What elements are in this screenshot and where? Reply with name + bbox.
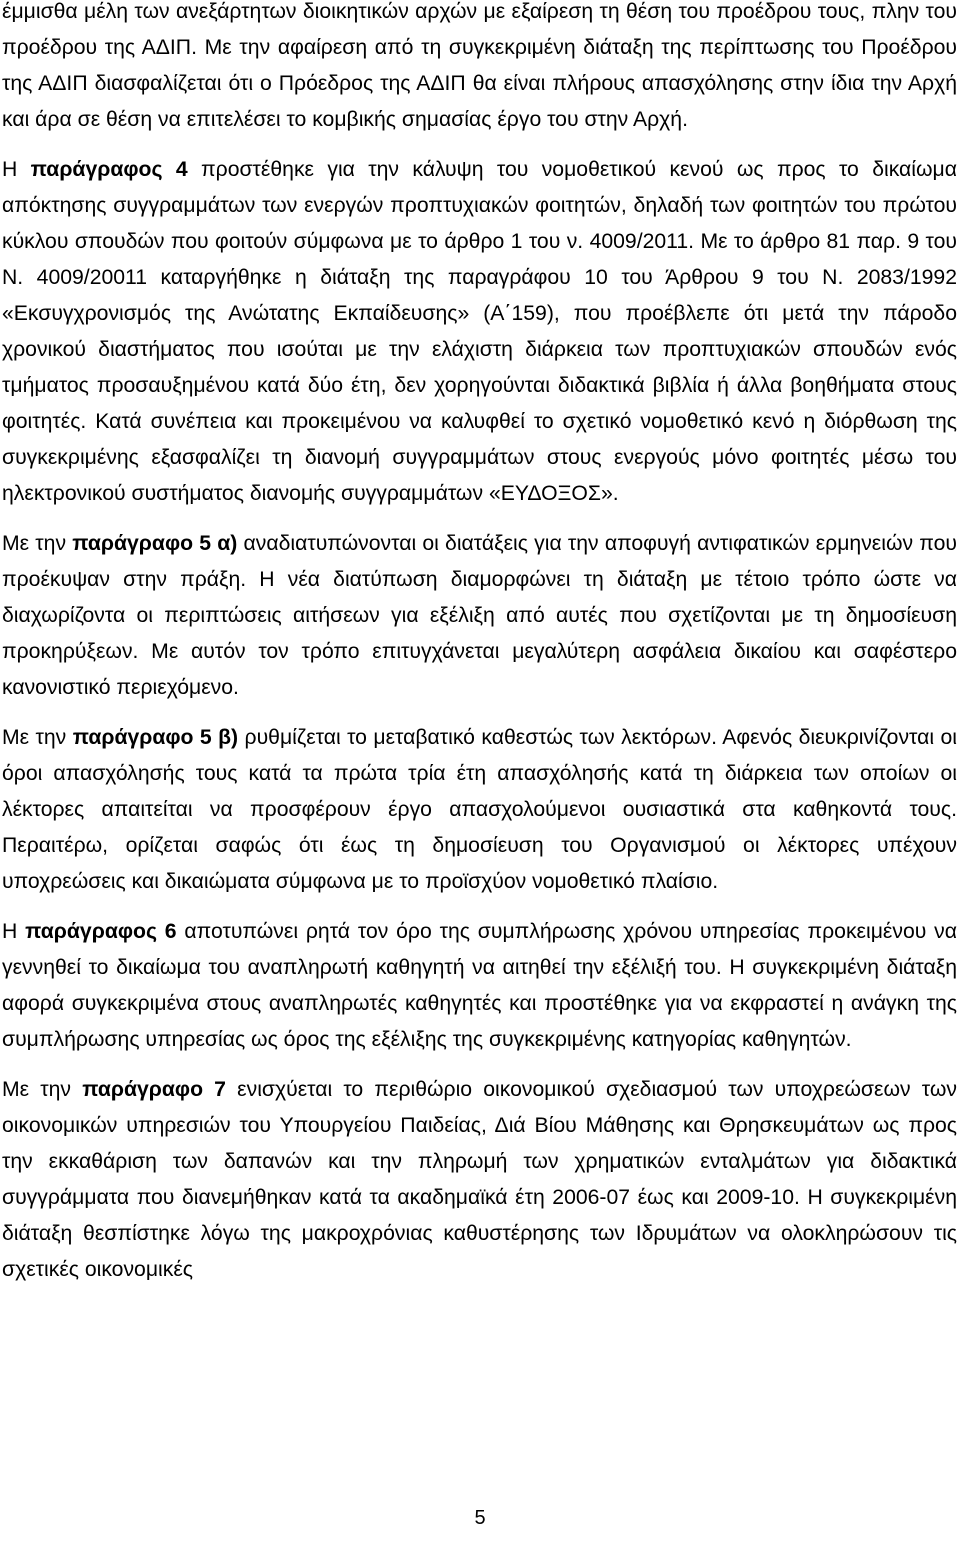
paragraph-5-bold-reference: παράγραφος 6 (25, 920, 177, 943)
paragraph-6 (2, 1072, 957, 1288)
paragraph-2-lead: Η (2, 158, 31, 181)
paragraph-2-body: προστέθηκε για την κάλυψη του νομοθετικού κενού ως προς το δικαίωμα απόκτησης συγγραμμάτων των ενεργών προπτυχιακών φοιτητών, δηλαδή των φοιτητών του πρώτου κύκλου σπουδών που φοιτούν σύμφωνα με το άρθρο 1 του ν. 4009/2011. Με το άρθρο 81 παρ. 9 του Ν. 4009/20011 καταργήθηκε η διάταξη της παραγράφου 10 του Άρθρου 9 του Ν. 2083/1992 «Εκσυγχρονισμός της Ανώτατης Εκπαίδευσης» (Α΄159), που προέβλεπε ότι μετά την πάροδο χρονικού διαστήματος που ισούται με την ελάχιστη διάρκεια των προπτυχιακών σπουδών ενός τμήματος προσαυξημένου κατά δύο έτη, δεν χορηγούνται διδακτικά βιβλία ή άλλα βοηθήματα στους φοιτητές. Κατά συνέπεια και προκειμένου να καλυφθεί το σχετικό νομοθετικό κενό η διόρθωση της συγκεκριμένης εξασφαλίζει τη διανομή συγγραμμάτων στους ενεργούς μόνο φοιτητές μέσω του ηλεκτρονικού συστήματος διανομής συγγραμμάτων «ΕΥΔΟΞΟΣ». (2, 158, 958, 505)
paragraph-4-lead: Με την (2, 726, 73, 749)
paragraph-2 (2, 152, 957, 512)
paragraph-1-text: έμμισθα μέλη των ανεξάρτητων διοικητικών αρχών με εξαίρεση τη θέση του προέδρου τους, πλην του προέδρου της ΑΔΙΠ. Με την αφαίρεση από τη συγκεκριμένη διάταξη της περίπτωσης του Προέδρου της ΑΔΙΠ διασφαλίζεται ότι ο Πρόεδρος της ΑΔΙΠ θα είναι πλήρους απασχόλησης στην ίδια την Αρχή και άρα σε θέση να επιτελέσει το κομβικής σημασίας έργο του στην Αρχή. (2, 0, 957, 131)
paragraph-3-bold-reference: παράγραφο 5 α) (72, 532, 238, 555)
paragraph-6-lead: Με την (2, 1078, 83, 1101)
paragraph-5-lead: Η (2, 920, 26, 943)
paragraph-6-body: ενισχύεται το περιθώριο οικονομικού σχεδιασμού των υποχρεώσεων των οικονομικών υπηρεσιών του Υπουργείου Παιδείας, Διά Βίου Μάθησης και Θρησκευμάτων ως προς την εκκαθάριση των δαπανών και την πληρωμή των χρηματικών ενταλμάτων για διδακτικά συγγράμματα που διανεμήθηκαν κατά τα ακαδημαϊκά έτη 2006-07 έως και 2009-10. Η συγκεκριμένη διάταξη θεσπίστηκε λόγω της μακροχρόνιας καθυστέρησης των Ιδρυμάτων να ολοκληρώσουν τις σχετικές οικονομικές (2, 1078, 957, 1281)
paragraph-5-body: αποτυπώνει ρητά τον όρο της συμπλήρωσης χρόνου υπηρεσίας προκειμένου να γεννηθεί το δικαίωμα του αναπληρωτή καθηγητή να αιτηθεί την εξέλιξή του. Η συγκεκριμένη διάταξη αφορά συγκεκριμένα στους αναπληρωτές καθηγητές και προστέθηκε για να εκφραστεί η ανάγκη της συμπλήρωσης υπηρεσίας ως όρος της εξέλιξης της συγκεκριμένης κατηγορίας καθηγητών. (2, 920, 957, 1051)
page-number: 5 (474, 1507, 486, 1529)
paragraph-3 (2, 526, 957, 706)
paragraph-3-body: αναδιατυπώνονται οι διατάξεις για την αποφυγή αντιφατικών ερμηνειών που προέκυψαν στην πράξη. Η νέα διατύπωση διαμορφώνει τη διάταξη με τέτοιο τρόπο ώστε να διαχωρίζοντα οι περιπτώσεις αιτήσεων για εξέλιξη από αυτές που σχετίζονται με τη δημοσίευση προκηρύξεων. Με αυτόν τον τρόπο επιτυγχάνεται μεγαλύτερη ασφάλεια δικαίου και σαφέστερο κανονιστικό περιεχόμενο. (2, 532, 957, 699)
paragraph-2-bold-reference: παράγραφος 4 (30, 158, 188, 181)
paragraph-4 (2, 720, 957, 900)
paragraph-4-body: ρυθμίζεται το μεταβατικό καθεστώς των λεκτόρων. Αφενός διευκρινίζονται οι όροι απασχόλησής τους κατά τα πρώτα τρία έτη απασχόλησής κατά τη διάρκεια των οποίων οι λέκτορες απαιτείται να προσφέρουν έργο απασχολούμενοι ουσιαστικά στα καθηκοντά τους. Περαιτέρω, ορίζεται σαφώς ότι έως τη δημοσίευση του Οργανισμού οι λέκτορες υπέχουν υποχρεώσεις και δικαιώματα σύμφωνα με το προϊσχύον νομοθετικό πλαίσιο. (2, 726, 957, 893)
paragraph-6-bold-reference: παράγραφο 7 (82, 1078, 226, 1101)
document-body (2, 0, 957, 1288)
paragraph-5 (2, 914, 957, 1058)
paragraph-1 (2, 0, 957, 138)
paragraph-4-bold-reference: παράγραφο 5 β) (72, 726, 239, 749)
paragraph-3-lead: Με την (2, 532, 73, 555)
